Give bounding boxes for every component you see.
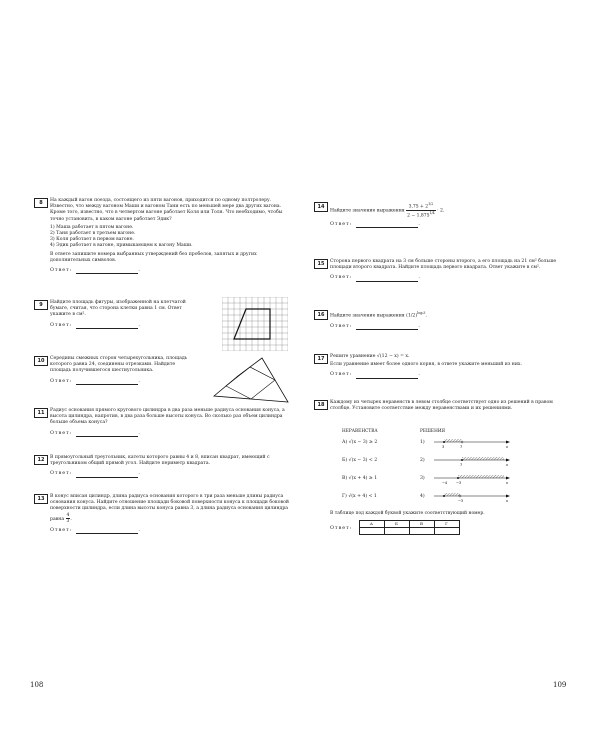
column-header-solutions: РЕШЕНИЯ — [420, 429, 446, 434]
question-number: 10 — [34, 356, 48, 366]
answer-period: . — [138, 471, 141, 477]
fraction — [66, 513, 71, 524]
tick-label: −3 — [458, 499, 464, 503]
fraction-numerator: 4 — [66, 512, 70, 518]
question-number: 17 — [314, 354, 328, 364]
answer-period: . — [418, 323, 421, 329]
answer-label: Ответ: — [50, 378, 73, 384]
answer-label: Ответ: — [330, 222, 353, 227]
inequality-text: √(x + 4) ≥ 1 — [348, 476, 378, 481]
question-10 — [34, 356, 290, 385]
expression-fraction — [406, 202, 436, 218]
answer-table — [359, 520, 460, 535]
table-cell-d[interactable] — [434, 528, 459, 535]
question-number: 14 — [314, 202, 328, 212]
table-cell-c[interactable] — [409, 528, 434, 535]
tick-label: 7 — [460, 463, 463, 467]
quadrilateral-figure — [212, 356, 290, 406]
option-2: 2) Таня работает в третьем вагоне. — [50, 231, 136, 237]
table-cell-b[interactable] — [384, 528, 409, 535]
question-text: Каждому из четырех неравенств в левом столбце соответствует одно из решений в правом столбце. Установите соответствие между неравенствами и их решениями. — [330, 400, 553, 412]
question-text: Сторона первого квадрата на 3 см больше стороны второго, а его площадь на 21 см² больше площади второго квадрата. Найдите площадь первого квадрата. Ответ укажите в см². — [330, 259, 557, 271]
answer-line[interactable] — [356, 281, 418, 282]
answer-field[interactable] — [50, 431, 290, 437]
question-16 — [314, 310, 570, 330]
answer-period: . — [138, 322, 141, 328]
question-text — [330, 354, 570, 368]
axis-label: x — [506, 481, 509, 485]
inequality-d — [342, 494, 377, 500]
question-number: 8 — [34, 198, 48, 208]
inequality-c — [342, 476, 377, 482]
answer-field[interactable] — [330, 222, 570, 228]
number-line-3 — [434, 475, 510, 485]
equation: √(12 − x) = x. — [376, 354, 410, 359]
question-number: 18 — [314, 400, 328, 410]
answer-table-row — [330, 520, 460, 535]
answer-line[interactable] — [76, 533, 138, 534]
question-11 — [34, 408, 290, 437]
question-paragraph: На каждый вагон поезда, состоящего из пяти вагонов, приходится по одному полтролеру. Известно, что между вагоном Маши и вагоном Тани есть по меньшей мере два других вагона. Кроме того, известно, что в четвертом вагоне работает Коля или Толя. Что необходимо, чтобы точно установить, в каком вагоне работает Эдик? — [50, 198, 283, 222]
expression-base: 1/2 — [407, 313, 416, 319]
row-letter: А) — [342, 440, 348, 445]
inequality-b — [342, 458, 377, 464]
question-12 — [34, 455, 290, 478]
inequality-text: √(x − 3) ≥ 2 — [348, 440, 378, 445]
question-instructions: Если уравнение имеет более одного корня, в ответе укажите меньший из них. — [330, 362, 522, 368]
answer-period: . — [138, 430, 141, 436]
number-line-1 — [434, 439, 510, 449]
answer-label: Ответ: — [330, 275, 353, 281]
row-letter: Г) — [342, 494, 347, 499]
question-text: Найдите значение выражения $(1/2)^{log_23}$. — [330, 311, 427, 319]
answer-line[interactable] — [356, 378, 418, 379]
table-instructions: В таблице под каждой буквой укажите соответствующий номер. — [330, 511, 485, 516]
tick-label: 7 — [460, 445, 463, 449]
tick-label: −4 — [442, 481, 448, 485]
question-number: 11 — [34, 408, 48, 418]
answer-label: Ответ: — [50, 268, 73, 274]
expression-exponent: log₂3 — [417, 311, 426, 315]
question-13 — [34, 494, 290, 534]
question-text: Радиус основания прямого кругового цилиндра в два раза меньше радиуса основания конуса, а высота цилиндра, напротив, в два раза больше высоты конуса. Во сколько раз объем цилиндра больше объема конуса? — [50, 408, 285, 426]
column-header-inequalities: НЕРАВЕНСТВА — [342, 429, 378, 434]
axis-label: x — [506, 499, 509, 503]
expression-tail: · 2. — [437, 208, 445, 214]
answer-field[interactable] — [50, 471, 290, 477]
question-instructions: В ответе запишите номера выбранных утверждений без пробелов, запятых и других дополнительных символов. — [50, 251, 257, 263]
number-line-4 — [434, 493, 510, 503]
question-text — [50, 198, 290, 264]
question-body: В конус вписан цилиндр, длина радиуса основания которого в три раза меньше длины радиуса основания конуса. Найдите отношение площади боковой поверхности конуса к площади боковой поверхности цилиндра, если длина высоты конуса равна 3, а длина радиуса основания цилиндра равна — [50, 494, 289, 522]
question-body: Найдите значение выражения — [330, 208, 405, 214]
question-number: 12 — [34, 455, 48, 465]
expression-numerator — [406, 202, 436, 211]
question-body: Найдите значение выражения — [330, 313, 405, 319]
answer-field[interactable] — [330, 324, 570, 330]
expression-denominator — [406, 211, 436, 219]
number-lines — [432, 434, 512, 510]
option-1: 1) Маша работает в пятом вагоне. — [50, 224, 134, 230]
question-number: 9 — [34, 300, 48, 310]
answer-field[interactable] — [50, 528, 290, 534]
page-number-right: 109 — [553, 681, 567, 689]
grid-figure — [222, 297, 288, 351]
inequality-text: √(x + 4) < 1 — [348, 494, 377, 499]
row-letter: Б) — [342, 458, 348, 463]
denominator-text: 2 − 1,875 — [407, 213, 430, 218]
question-text: В прямоугольный треугольник, катеты которого равны 4 и 8, вписан квадрат, имеющий с треугольником общий прямой угол. Найдите периметр квадрата. — [50, 455, 270, 467]
inequality-text: √(x − 3) < 2 — [348, 458, 378, 463]
answer-line[interactable] — [76, 477, 138, 478]
answer-field[interactable] — [330, 275, 570, 281]
answer-period: . — [138, 527, 141, 533]
axis-label: x — [506, 445, 509, 449]
answer-period: . — [138, 268, 141, 274]
question-15 — [314, 259, 570, 282]
page-number-left: 108 — [30, 681, 44, 689]
tick-label: 3 — [442, 445, 445, 449]
fraction-denominator: 3 — [66, 518, 70, 524]
answer-period: . — [418, 222, 421, 227]
answer-field[interactable] — [50, 268, 290, 274]
table-header-c: В — [409, 521, 434, 528]
answer-label: Ответ: — [50, 471, 73, 477]
option-4: 4) Эдик работает в вагоне, примыкающем к вагону Маши. — [50, 243, 193, 249]
answer-label: Ответ: — [50, 322, 73, 328]
question-17 — [314, 354, 570, 379]
option-3: 3) Коля работает в первом вагоне. — [50, 237, 134, 243]
table-cell-a[interactable] — [359, 528, 384, 535]
table-header-d: Г — [434, 521, 459, 528]
question-9 — [34, 300, 290, 329]
question-number: 15 — [314, 259, 328, 269]
question-18 — [314, 400, 570, 532]
table-header-b: Б — [384, 521, 409, 528]
answer-line[interactable] — [76, 384, 138, 385]
table-header-a: А — [359, 521, 384, 528]
axis-label: x — [506, 463, 509, 467]
solution-3-label: 3) — [420, 476, 425, 481]
answer-line[interactable] — [76, 273, 138, 274]
denominator-mixed-fraction: 1/4 — [429, 210, 435, 215]
question-number: 16 — [314, 310, 328, 320]
question-8 — [34, 198, 290, 274]
answer-label: Ответ: — [50, 527, 73, 533]
question-14 — [314, 202, 570, 228]
tick-label: −3 — [456, 481, 462, 485]
answer-line[interactable] — [76, 436, 138, 437]
answer-period: . — [418, 372, 421, 378]
question-text: В конус вписан цилиндр, длина радиуса основания которого в три раза меньше длины радиуса основания конуса. Найдите отношение площади боковой поверхности конуса к площади боковой поверхности цилиндра, если длина высоты конуса равна 3, а длина радиуса основания цилиндра равна $\frac{4}{3}$ . — [50, 494, 289, 524]
row-letter: В) — [342, 476, 348, 481]
answer-label: Ответ: — [50, 430, 73, 436]
question-text: Найдите площадь фигуры, изображенной на клетчатой бумаге, считая, что сторона клетки равна 1 см. Ответ укажите в см². — [50, 300, 186, 318]
solution-1-label: 1) — [420, 440, 425, 445]
answer-label: Ответ: — [330, 323, 353, 329]
solution-2-label: 2) — [420, 458, 425, 463]
answer-period: . — [418, 275, 421, 281]
answer-line[interactable] — [356, 227, 418, 228]
answer-line[interactable] — [356, 329, 418, 330]
question-number: 13 — [34, 494, 48, 504]
numerator-text: 3,75 + 2 — [408, 204, 429, 210]
answer-period: . — [138, 378, 141, 384]
question-body: Решите уравнение — [330, 354, 376, 359]
expression-tail: . — [425, 313, 427, 319]
number-line-2 — [434, 457, 510, 467]
inequality-a — [342, 440, 377, 446]
answer-line[interactable] — [76, 328, 138, 329]
answer-field[interactable] — [330, 372, 570, 378]
solution-4-label: 4) — [420, 494, 425, 499]
answer-label: Ответ: — [330, 526, 353, 532]
numerator-mixed-fraction: 1/2 — [428, 202, 434, 206]
question-text — [330, 202, 570, 218]
answer-label: Ответ: — [330, 372, 353, 378]
question-text: Середины смежных сторон четырехугольника, площадь которого равна 24, соединены отрезками. Найдите площадь получившегося шестиугольника. — [50, 356, 188, 374]
